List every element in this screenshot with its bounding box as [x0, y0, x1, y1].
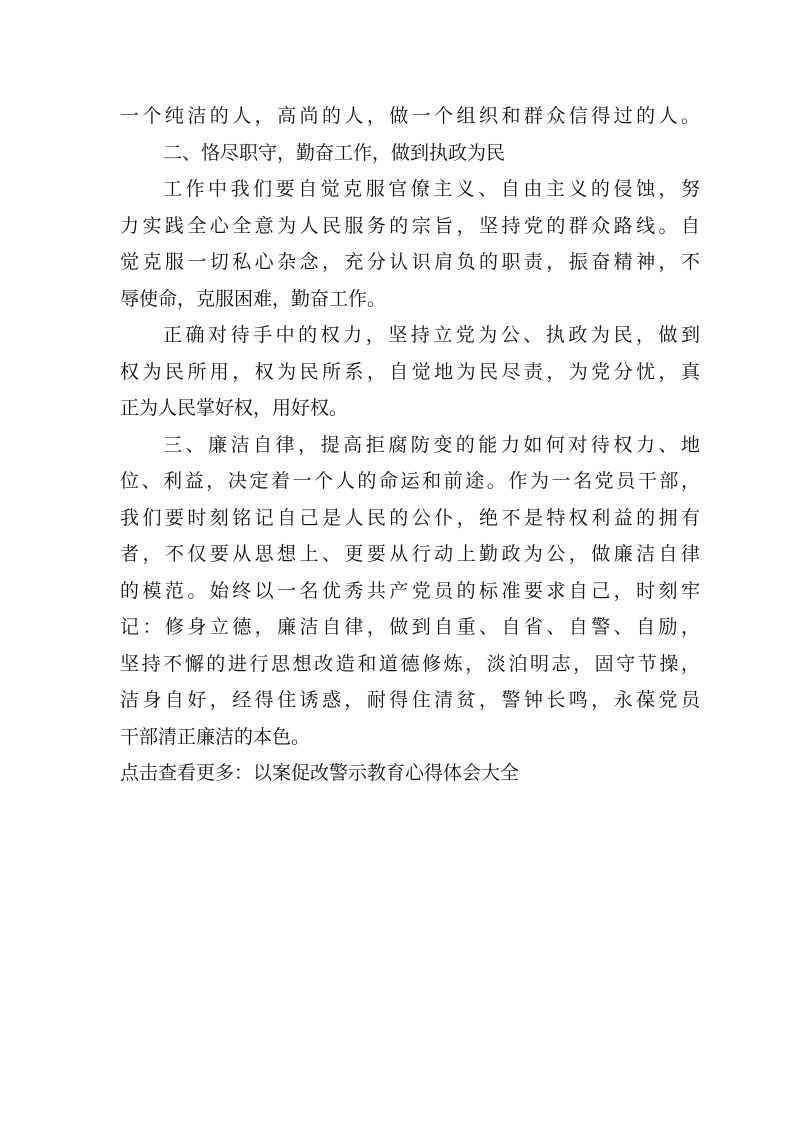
- text-line: 坚持不懈的进行思想改造和道德修炼，淡泊明志，固守节操，: [120, 652, 700, 675]
- text-line: 二、恪尽职守，勤奋工作，做到执政为民: [163, 141, 506, 164]
- text-line: 者，不仅要从思想上、更要从行动上勤政为公，做廉洁自律: [120, 543, 700, 565]
- text-line: 位、利益，决定着一个人的命运和前途。作为一名党员干部，: [120, 470, 700, 492]
- text-line: 的模范。始终以一名优秀共产党员的标准要求自己，时刻牢: [120, 579, 700, 602]
- text-line: 记：修身立德，廉洁自律，做到自重、自省、自警、自励，: [120, 616, 700, 638]
- text-line: 一个纯洁的人，高尚的人，做一个组织和群众信得过的人。: [120, 105, 700, 127]
- more-link[interactable]: 点击查看更多：以案促改警示教育心得体会大全: [120, 762, 520, 784]
- text-line: 洁身自好，经得住诱惑，耐得住清贫，警钟长鸣，永葆党员: [120, 689, 700, 711]
- text-line: 工作中我们要自觉克服官僚主义、自由主义的侵蚀，努: [163, 178, 700, 200]
- text-line: 三、廉洁自律，提高拒腐防变的能力如何对待权力、地: [163, 433, 700, 456]
- text-line: 干部清正廉洁的本色。: [120, 725, 311, 748]
- text-line: 正为人民掌好权，用好权。: [120, 397, 349, 419]
- text-line: 正确对待手中的权力，坚持立党为公、执政为民，做到: [163, 324, 700, 346]
- text-line: 觉克服一切私心杂念，充分认识肩负的职责，振奋精神，不: [120, 251, 700, 273]
- text-line: 力实践全心全意为人民服务的宗旨，坚持党的群众路线。自: [120, 214, 700, 237]
- document-body: [120, 98, 700, 792]
- text-line: 辱使命，克服困难，勤奋工作。: [120, 287, 387, 310]
- text-line: 我们要时刻铭记自己是人民的公仆，绝不是特权利益的拥有: [120, 506, 700, 529]
- text-line: 权为民所用，权为民所系，自觉地为民尽责，为党分忧，真: [120, 360, 700, 383]
